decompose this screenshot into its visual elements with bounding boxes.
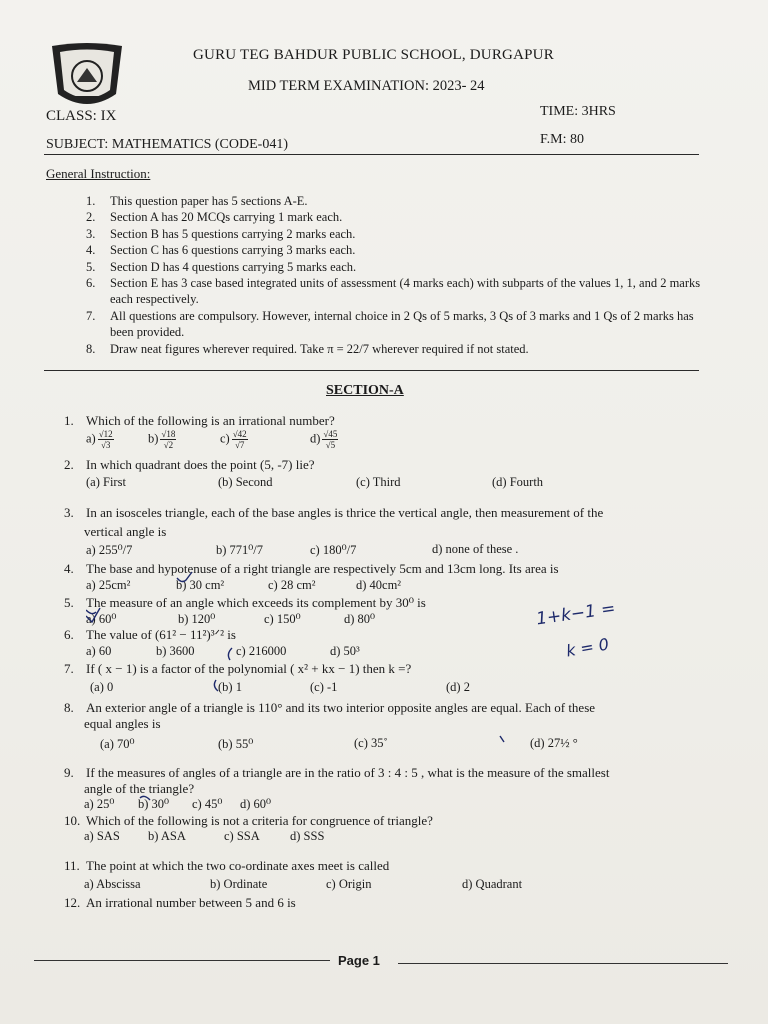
school-name: GURU TEG BAHDUR PUBLIC SCHOOL, DURGAPUR (193, 47, 554, 63)
question-3: 3. In an isosceles triangle, each of the base angles is thrice the vertical angle, then measurement of the (64, 505, 604, 520)
q2-option-d: (d) Fourth (492, 475, 544, 489)
q10-option-d: d) SSS (290, 829, 325, 843)
q9-option-a: a) 25⁰ (84, 797, 115, 811)
question-12: 12. An irrational number between 5 and 6 is (64, 895, 296, 910)
instruction-item: 8. Draw neat figures wherever required. Take π = 22/7 wherever required if not stated. (86, 341, 529, 356)
instruction-item: 6. Section E has 3 case based integrated units of assessment (4 marks each) with subparts of the values 1, 1, and 2 marks each respectively. (86, 276, 701, 307)
q6-option-d: d) 50³ (330, 644, 360, 658)
question-7: 7. If ( x − 1) is a factor of the polynomial ( x² + kx − 1) then k =? (64, 661, 412, 676)
q4-option-c: c) 28 cm² (268, 578, 316, 592)
school-logo-emblem (44, 40, 130, 114)
q11-option-a: a) Abscissa (84, 877, 141, 891)
subject-label: SUBJECT: MATHEMATICS (CODE-041) (46, 137, 288, 152)
q1-option-d: d) $\frac{√45}{√5}$ (310, 429, 338, 450)
q9-option-d: d) 60⁰ (240, 797, 272, 811)
q11-option-c: c) Origin (326, 877, 372, 891)
instruction-item: 4. Section C has 6 questions carrying 3 marks each. (86, 243, 356, 258)
q7-option-c: (c) -1 (310, 680, 338, 694)
q10-option-c: c) SSA (224, 829, 260, 843)
q3-option-a: a) 255⁰/7 (86, 543, 133, 557)
question-4: 4. The base and hypotenuse of a right triangle are respectively 5cm and 13cm long. Its area is (64, 561, 559, 576)
q2-option-c: (c) Third (356, 475, 401, 489)
question-6: 6. The value of (61² − 11²)³ᐟ² is (64, 627, 236, 642)
q5-option-c: c) 150⁰ (264, 612, 301, 626)
q8-option-c: (c) 35˚ (354, 736, 388, 750)
class-label: CLASS: IX (46, 108, 117, 124)
q6-option-c: c) 216000 (236, 644, 287, 658)
q2-option-b: (b) Second (218, 475, 273, 489)
instruction-item: 3. Section B has 5 questions carrying 2 marks each. (86, 226, 356, 241)
question-2: 2. In which quadrant does the point (5, -7) lie? (64, 457, 315, 472)
q1-option-c: c) $\frac{√42}{√7}$ (220, 429, 247, 450)
question-1: 1. Which of the following is an irrational number? (64, 413, 335, 428)
q11-option-d: d) Quadrant (462, 877, 523, 891)
handwritten-note-line-2: k = 0 (564, 634, 611, 661)
instructions-divider (44, 370, 699, 371)
page-number: Page 1 (338, 953, 380, 968)
q3-option-c: c) 180⁰/7 (310, 543, 357, 557)
q8-option-b: (b) 55⁰ (218, 737, 254, 751)
instruction-item: 2. Section A has 20 MCQs carrying 1 mark each. (86, 210, 343, 225)
q7-option-d: (d) 2 (446, 680, 470, 694)
section-a-heading: SECTION-A (326, 383, 404, 398)
q3-option-d: d) none of these . (432, 542, 519, 556)
instructions-heading: General Instruction: (46, 166, 151, 181)
question-11: 11. The point at which the two co-ordinate axes meet is called (64, 858, 390, 873)
footer-rule-left (34, 960, 330, 961)
q11-option-b: b) Ordinate (210, 877, 268, 891)
q9-option-c: c) 45⁰ (192, 797, 223, 811)
instruction-item: 5. Section D has 4 questions carrying 5 marks each. (86, 259, 357, 274)
q5-option-a: a) 60⁰ (86, 612, 117, 626)
instruction-item: 7. All questions are compulsory. However, internal choice in 2 Qs of 5 marks, 3 Qs of 3 marks and 1 Qs of 2 marks has been provided. (86, 308, 694, 340)
question-9: 9. If the measures of angles of a triangle are in the ratio of 3 : 4 : 5 , what is the measure of the smallest (64, 765, 610, 780)
question-5: 5. The measure of an angle which exceeds its complement by 30⁰ is (64, 595, 426, 610)
full-marks-label: F.M: 80 (540, 132, 585, 147)
q1-option-b: b) $\frac{√18}{√2}$ (148, 429, 176, 450)
q7-option-a: (a) 0 (90, 680, 114, 694)
q4-option-b: b) 30 cm² (176, 578, 225, 592)
q2-option-a: (a) First (86, 475, 126, 489)
q10-option-b: b) ASA (148, 829, 186, 843)
question-8-continued: equal angles is (84, 716, 161, 731)
q4-option-d: d) 40cm² (356, 578, 402, 592)
question-9-continued: angle of the triangle? (84, 781, 195, 796)
time-label: TIME: 3HRS (540, 104, 616, 119)
q4-option-a: a) 25cm² (86, 578, 131, 592)
handwritten-note-line-1: 1+k−1 = (534, 598, 617, 630)
q6-option-b: b) 3600 (156, 644, 195, 658)
q6-option-a: a) 60 (86, 644, 112, 658)
header-divider (44, 154, 699, 155)
question-3-continued: vertical angle is (84, 524, 167, 539)
instruction-item: 1. This question paper has 5 sections A-E. (86, 194, 308, 208)
q5-option-d: d) 80⁰ (344, 612, 376, 626)
q1-option-a: a) $\frac{√12}{√3}$ (86, 429, 113, 450)
q10-option-a: a) SAS (84, 829, 120, 843)
q9-option-b: b) 30⁰ (138, 797, 170, 811)
pen-tick-marks (86, 536, 706, 846)
q3-option-b: b) 771⁰/7 (216, 543, 264, 557)
q5-option-b: b) 120⁰ (178, 612, 216, 626)
exam-title: MID TERM EXAMINATION: 2023- 24 (248, 78, 485, 94)
question-8: 8. An exterior angle of a triangle is 110° and its two interior opposite angles are equal. Each of these (64, 700, 596, 715)
q8-option-a: (a) 70⁰ (100, 737, 135, 751)
footer-rule-right (398, 963, 728, 964)
question-10: 10. Which of the following is not a criteria for congruence of triangle? (64, 813, 433, 828)
q7-option-b: (b) 1 (218, 680, 242, 694)
q8-option-d: (d) 27½ ° (530, 736, 578, 750)
instructions-list (86, 193, 706, 357)
